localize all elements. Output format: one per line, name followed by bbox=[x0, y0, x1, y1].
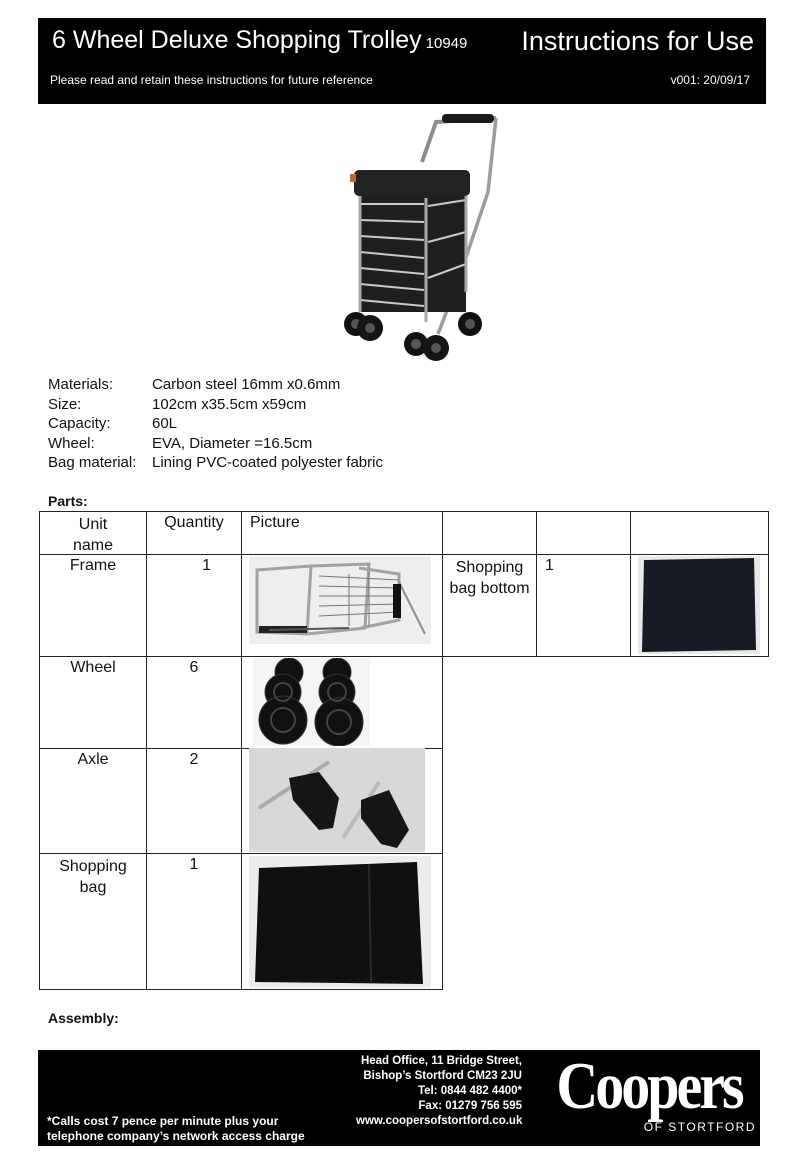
head-office-address bbox=[356, 1054, 522, 1129]
product-code: 10949 bbox=[425, 35, 468, 52]
spec-value: Carbon steel 16mm x0.6mm bbox=[152, 376, 341, 393]
website-link[interactable]: www.coopersofstortford.co.uk bbox=[356, 1115, 523, 1127]
column-header-unit-name: Unit name bbox=[39, 511, 147, 555]
footer-banner bbox=[38, 1050, 760, 1146]
spec-value: 60L bbox=[152, 415, 178, 432]
table-cell-empty bbox=[630, 511, 769, 555]
coopers-logo bbox=[544, 1048, 754, 1123]
part-qty-axle: 2 bbox=[146, 748, 242, 854]
part-name-wheel: Wheel bbox=[39, 656, 147, 749]
spec-label: Wheel: bbox=[48, 434, 95, 452]
spec-value: 102cm x35.5cm x59cm bbox=[152, 395, 307, 413]
spec-value: Lining PVC-coated polyester fabric bbox=[152, 454, 383, 471]
product-name: 6 Wheel Deluxe Shopping Trolley bbox=[52, 26, 422, 54]
part-name-axle: Axle bbox=[39, 748, 147, 854]
table-cell-empty bbox=[442, 511, 537, 555]
parts-heading: Parts: bbox=[48, 493, 88, 509]
spec-label: Bag material: bbox=[48, 454, 137, 471]
spec-label: Materials: bbox=[48, 376, 114, 393]
part-name-shopping-bag: Shopping bag bbox=[39, 853, 147, 990]
version-label: v001: 20/09/17 bbox=[670, 73, 750, 87]
spec-label: Size: bbox=[48, 395, 82, 413]
fax: Fax: 01279 756 595 bbox=[418, 1100, 522, 1112]
part-name-frame: Frame bbox=[39, 554, 147, 657]
brand-name: Coopers bbox=[556, 1048, 742, 1123]
shopping-bag-photo bbox=[249, 856, 431, 988]
address-line: Bishop’s Stortford CM23 2JU bbox=[363, 1070, 522, 1082]
column-header-quantity: Quantity bbox=[146, 511, 242, 555]
wheels-photo bbox=[253, 658, 370, 746]
trolley-photo bbox=[338, 112, 508, 374]
spec-row-materials bbox=[48, 375, 383, 395]
axles-photo bbox=[249, 748, 425, 852]
table-cell-empty bbox=[536, 511, 631, 555]
specification-list bbox=[48, 375, 383, 473]
frame-photo bbox=[249, 556, 431, 644]
brand-tagline: OF STORTFORD bbox=[643, 1120, 756, 1134]
assembly-heading: Assembly: bbox=[48, 1010, 119, 1026]
telephone: Tel: 0844 482 4400* bbox=[417, 1085, 522, 1097]
document-title bbox=[52, 26, 467, 55]
call-cost-note bbox=[47, 1114, 305, 1144]
part-qty-shopping-bag: 1 bbox=[146, 853, 242, 990]
header-subtitle: Please read and retain these instructions for future reference bbox=[50, 73, 373, 87]
spec-value: EVA, Diameter =16.5cm bbox=[152, 434, 313, 452]
spec-row-capacity bbox=[48, 414, 383, 434]
header-banner bbox=[38, 18, 766, 104]
note-line: telephone company’s network access charge bbox=[47, 1129, 305, 1143]
spec-row-bag-material bbox=[48, 453, 383, 473]
part-qty-wheel: 6 bbox=[146, 656, 242, 749]
part-qty-frame: 1 bbox=[146, 554, 242, 657]
address-line: Head Office, 11 Bridge Street, bbox=[360, 1055, 522, 1067]
column-header-picture: Picture bbox=[241, 511, 443, 555]
spec-label: Capacity: bbox=[48, 415, 111, 432]
part-name-bag-bottom: Shopping bag bottom bbox=[442, 554, 537, 657]
instructions-heading: Instructions for Use bbox=[521, 26, 754, 56]
spec-row-size bbox=[48, 395, 383, 415]
spec-row-wheel bbox=[48, 434, 383, 454]
note-line: *Calls cost 7 pence per minute plus your bbox=[47, 1114, 279, 1128]
part-qty-bag-bottom: 1 bbox=[536, 554, 631, 657]
bag-bottom-photo bbox=[638, 556, 760, 654]
